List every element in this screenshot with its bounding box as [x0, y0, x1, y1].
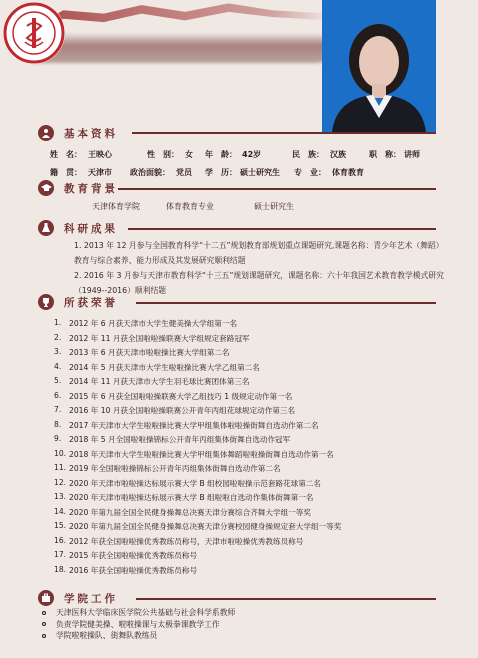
section-basic-header	[38, 123, 118, 143]
education-school: 天津体育学院	[92, 202, 140, 211]
award-text: 2020 年天津市啦啦操达标展示赛大学 B 组校园啦啦操示范套路花球第二名	[69, 478, 321, 488]
list-item	[54, 434, 341, 449]
list-item	[54, 507, 341, 522]
work-text: 天津医科大学临床医学院公共基础与社会科学系教师	[56, 608, 236, 618]
award-text: 2020 年第九届全国全民健身操舞总决赛天津分赛校园健身操规定套大学组一等奖	[69, 522, 342, 531]
list-item	[54, 318, 341, 333]
award-text: 2013 年 6 月获天津市啦啦操比赛大学组第二名	[69, 348, 230, 357]
award-number: 7.	[54, 405, 62, 414]
politics-label: 政治面貌：	[130, 168, 170, 177]
award-number: 12.	[54, 477, 67, 487]
award-number: 9.	[54, 434, 62, 443]
education-degree: 硕士研究生	[254, 202, 294, 211]
list-item	[42, 607, 235, 619]
person-icon	[38, 125, 54, 141]
section-divider	[318, 132, 436, 134]
gender-label: 性 别：	[147, 150, 179, 159]
award-text: 2015 年 6 月获全国啦啦操联赛大学乙组技巧 1 级规定动作第一名	[69, 391, 293, 401]
list-item	[54, 420, 341, 435]
award-number: 11.	[54, 463, 67, 472]
award-text: 2014 年 5 月获天津市大学生啦啦操比赛大学乙组第二名	[69, 362, 260, 372]
education-row	[92, 201, 352, 213]
award-number: 6.	[54, 390, 62, 400]
award-text: 2017 年天津市大学生啦啦操比赛大学甲组集体啦啦操街舞自选动作第二名	[69, 420, 319, 430]
list-item	[54, 463, 341, 478]
briefcase-icon	[38, 590, 54, 606]
award-number: 1.	[54, 318, 62, 327]
trophy-icon	[38, 294, 54, 310]
award-number: 16.	[54, 535, 67, 545]
rank-label: 职 称：	[369, 150, 401, 159]
gender-value: 女	[185, 150, 193, 159]
list-item	[54, 521, 341, 536]
list-item	[54, 405, 341, 420]
award-number: 8.	[54, 419, 62, 429]
award-text: 2018 年天津市大学生啦啦操比赛大学甲组集体舞蹈啦啦操街舞自选动作第一名	[69, 449, 334, 459]
award-number: 13.	[54, 492, 67, 501]
section-basic-title: 基本资料	[64, 127, 118, 140]
major-value: 体育教育	[332, 168, 364, 177]
section-divider	[132, 132, 318, 134]
bullet-icon	[42, 634, 46, 638]
section-awards-header	[38, 292, 118, 312]
list-item	[54, 449, 341, 464]
research-item: 1. 2013 年 12 月参与全国教育科学“十二五”规划教育部规划重点课题研究,课题名称：青少年艺术（舞蹈）教育与综合素养、能力形成及其发展研究顺利结题	[74, 241, 444, 265]
list-item	[42, 630, 235, 642]
degree-label: 学 历：	[205, 168, 237, 177]
list-item	[54, 347, 341, 362]
awards-list	[54, 318, 341, 579]
section-divider	[128, 228, 436, 230]
origin-value: 天津市	[88, 168, 112, 177]
award-text: 2016 年 10 月获全国啦啦操联赛公开青年丙组花球规定动作第三名	[69, 406, 296, 415]
ethnicity-label: 民 族：	[292, 150, 324, 159]
list-item	[54, 550, 341, 565]
award-text: 2014 年 11 月获天津市大学生羽毛球比赛团体第三名	[69, 377, 250, 386]
name-label: 姓 名：	[50, 150, 82, 159]
award-number: 3.	[54, 347, 62, 356]
flask-icon	[38, 220, 54, 236]
award-number: 2.	[54, 332, 62, 342]
section-education-title: 教育背景	[64, 182, 118, 195]
name-value: 王映心	[88, 150, 112, 159]
basic-row-1	[50, 149, 470, 161]
award-number: 18.	[54, 564, 67, 574]
award-number: 15.	[54, 521, 67, 530]
rank-value: 讲师	[404, 150, 420, 159]
award-text: 2020 年第九届全国全民健身操舞总决赛天津分赛综合齐舞大学组一等奖	[69, 507, 311, 517]
origin-label: 籍 贯：	[50, 168, 82, 177]
list-item	[54, 362, 341, 377]
degree-value: 硕士研究生	[240, 168, 280, 177]
work-text: 学院啦啦操队、街舞队教练员	[56, 631, 158, 641]
section-work-header	[38, 588, 118, 608]
award-text: 2012 年获全国啦啦操优秀教练员称号，天津市啦啦操优秀教练员称号	[69, 536, 304, 546]
award-number: 5.	[54, 376, 62, 385]
brush-banner	[30, 33, 330, 63]
award-text: 2018 年 5 月全国啦啦操锦标公开青年丙组集体街舞自选动作冠军	[69, 435, 291, 444]
list-item	[54, 333, 341, 348]
section-work-title: 学院工作	[64, 592, 118, 605]
award-text: 2019 年全国啦啦操锦标公开青年丙组集体街舞自选动作第二名	[69, 464, 281, 473]
award-text: 2012 年 11 月获全国啦啦操联赛大学组规定套路冠军	[69, 333, 250, 343]
list-item	[54, 478, 341, 493]
award-text: 2015 年获全国啦啦操优秀教练员称号	[69, 551, 198, 560]
major-label: 专 业：	[294, 168, 326, 177]
list-item	[54, 536, 341, 551]
section-education-header	[38, 178, 118, 198]
award-number: 10.	[54, 448, 67, 458]
university-logo	[3, 2, 65, 64]
bullet-icon	[42, 611, 46, 615]
age-label: 年 龄：	[205, 150, 237, 159]
section-divider	[136, 598, 436, 600]
age-value: 42岁	[242, 150, 262, 159]
section-research-header	[38, 218, 118, 238]
award-text: 2016 年获全国啦啦操优秀教练员称号	[69, 565, 198, 575]
section-awards-title: 所获荣誉	[64, 296, 118, 309]
list-item	[54, 391, 341, 406]
list-item	[54, 492, 341, 507]
ethnicity-value: 汉族	[330, 150, 346, 159]
profile-photo	[322, 0, 436, 132]
section-divider	[118, 188, 318, 190]
award-number: 14.	[54, 506, 67, 516]
bullet-icon	[42, 622, 46, 626]
section-divider	[318, 188, 436, 190]
award-number: 17.	[54, 550, 67, 559]
section-divider	[136, 302, 436, 304]
graduation-cap-icon	[38, 180, 54, 196]
politics-value: 党员	[176, 168, 192, 177]
list-item	[42, 619, 235, 631]
award-text: 2012 年 6 月获天津市大学生健美操大学组第一名	[69, 319, 238, 328]
list-item	[54, 565, 341, 580]
research-item: 2. 2016 年 3 月参与天津市教育科学“十三五”规划课题研究，课题名称：六十年我国艺术教育教学模式研究（1949--2016）顺利结题	[74, 271, 444, 295]
education-major: 体育教育专业	[166, 202, 214, 211]
list-item	[54, 376, 341, 391]
award-text: 2020 年天津市啦啦操达标展示赛大学 B 组啦啦自选动作集体街舞第一名	[69, 493, 314, 502]
section-research-title: 科研成果	[64, 222, 118, 235]
award-number: 4.	[54, 361, 62, 371]
work-list	[42, 607, 235, 642]
work-text: 负责学院健美操、啦啦操课与太极拳课教学工作	[56, 619, 220, 629]
calligraphy-slogan	[40, 0, 330, 34]
